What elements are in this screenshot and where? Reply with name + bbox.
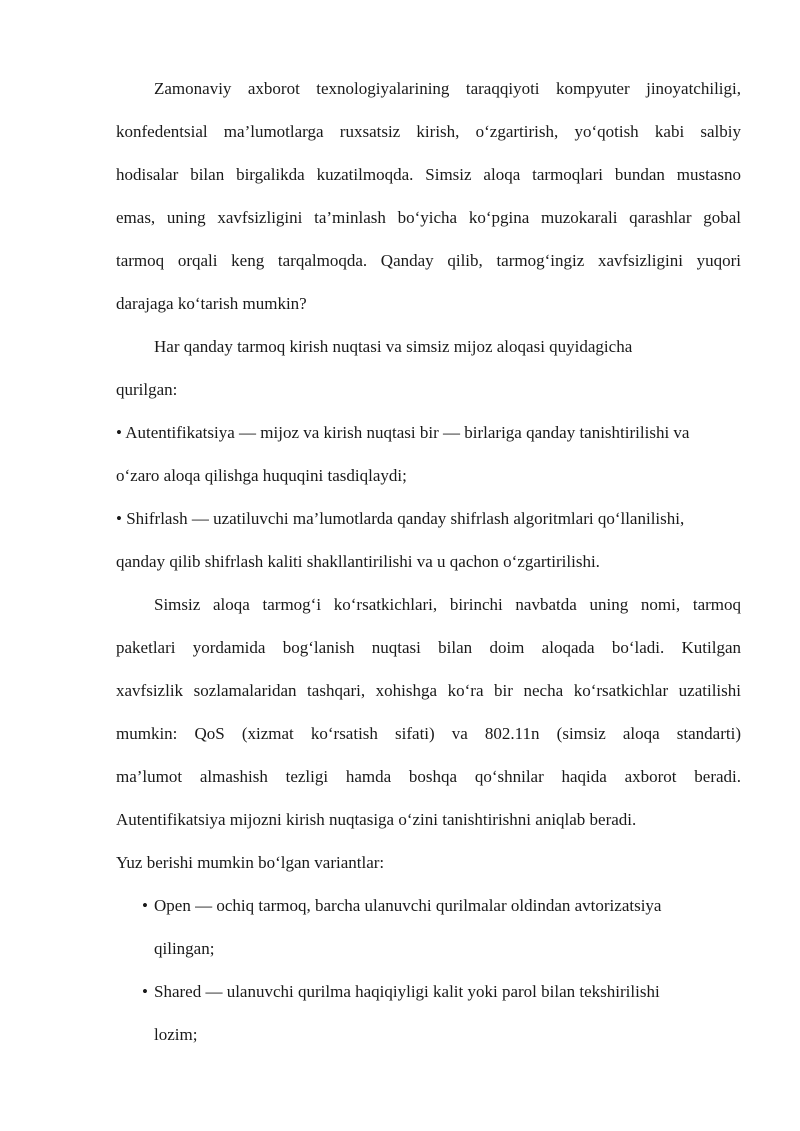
paragraph-line: ma’lumot almashish tezligi hamda boshqa qo‘shnilar haqida axborot beradi. [116, 767, 741, 786]
paragraph-line: hodisalar bilan birgalikda kuzatilmoqda. Simsiz aloqa tarmoqlari bundan mustasno [116, 165, 741, 184]
bullet-marker: • [142, 896, 148, 915]
bullet-line: qilingan; [154, 939, 215, 958]
paragraph-line: darajaga ko‘tarish mumkin? [116, 294, 307, 313]
bullet-line: Shared — ulanuvchi qurilma haqiqiyligi kalit yoki parol bilan tekshirilishi [154, 982, 660, 1001]
paragraph-line: Simsiz aloqa tarmog‘i ko‘rsatkichlari, birinchi navbatda uning nomi, tarmoq [154, 595, 741, 614]
paragraph-line: emas, uning xavfsizligini ta’minlash bo‘yicha ko‘pgina muzokarali qarashlar gobal [116, 208, 741, 227]
paragraph-line: konfedentsial ma’lumotlarga ruxsatsiz kirish, o‘zgartirish, yo‘qotish kabi salbiy [116, 122, 741, 141]
paragraph-line: qanday qilib shifrlash kaliti shakllantirilishi va u qachon o‘zgartirilishi. [116, 552, 600, 571]
paragraph-line: • Shifrlash — uzatiluvchi ma’lumotlarda qanday shifrlash algoritmlari qo‘llanilishi, [116, 509, 685, 528]
paragraph-line: mumkin: QoS (xizmat ko‘rsatish sifati) va 802.11n (simsiz aloqa standarti) [116, 724, 741, 743]
paragraph-line: xavfsizlik sozlamalaridan tashqari, xohishga ko‘ra bir necha ko‘rsatkichlar uzatilishi [116, 681, 741, 700]
paragraph-line: Yuz berishi mumkin bo‘lgan variantlar: [116, 853, 385, 872]
paragraph-line: Har qanday tarmoq kirish nuqtasi va simsiz mijoz aloqasi quyidagicha [154, 337, 633, 356]
bullet-line: lozim; [154, 1025, 198, 1044]
paragraph-line: o‘zaro aloqa qilishga huquqini tasdiqlaydi; [116, 466, 407, 485]
bullet-line: Open — ochiq tarmoq, barcha ulanuvchi qurilmalar oldindan avtorizatsiya [154, 896, 662, 915]
paragraph-line: tarmoq orqali keng tarqalmoqda. Qanday qilib, tarmog‘ingiz xavfsizligini yuqori [116, 251, 741, 270]
paragraph-line: Autentifikatsiya mijozni kirish nuqtasiga o‘zini tanishtirishni aniqlab beradi. [116, 810, 637, 829]
paragraph-line: • Autentifikatsiya — mijoz va kirish nuqtasi bir — birlariga qanday tanishtirilishi va [116, 423, 690, 442]
paragraph-line: Zamonaviy axborot texnologiyalarining taraqqiyoti kompyuter jinoyatchiligi, [154, 79, 741, 98]
paragraph-line: paketlari yordamida bog‘lanish nuqtasi bilan doim aloqada bo‘ladi. Kutilgan [116, 638, 741, 657]
bullet-marker: • [142, 982, 148, 1001]
paragraph-line: qurilgan: [116, 380, 178, 399]
